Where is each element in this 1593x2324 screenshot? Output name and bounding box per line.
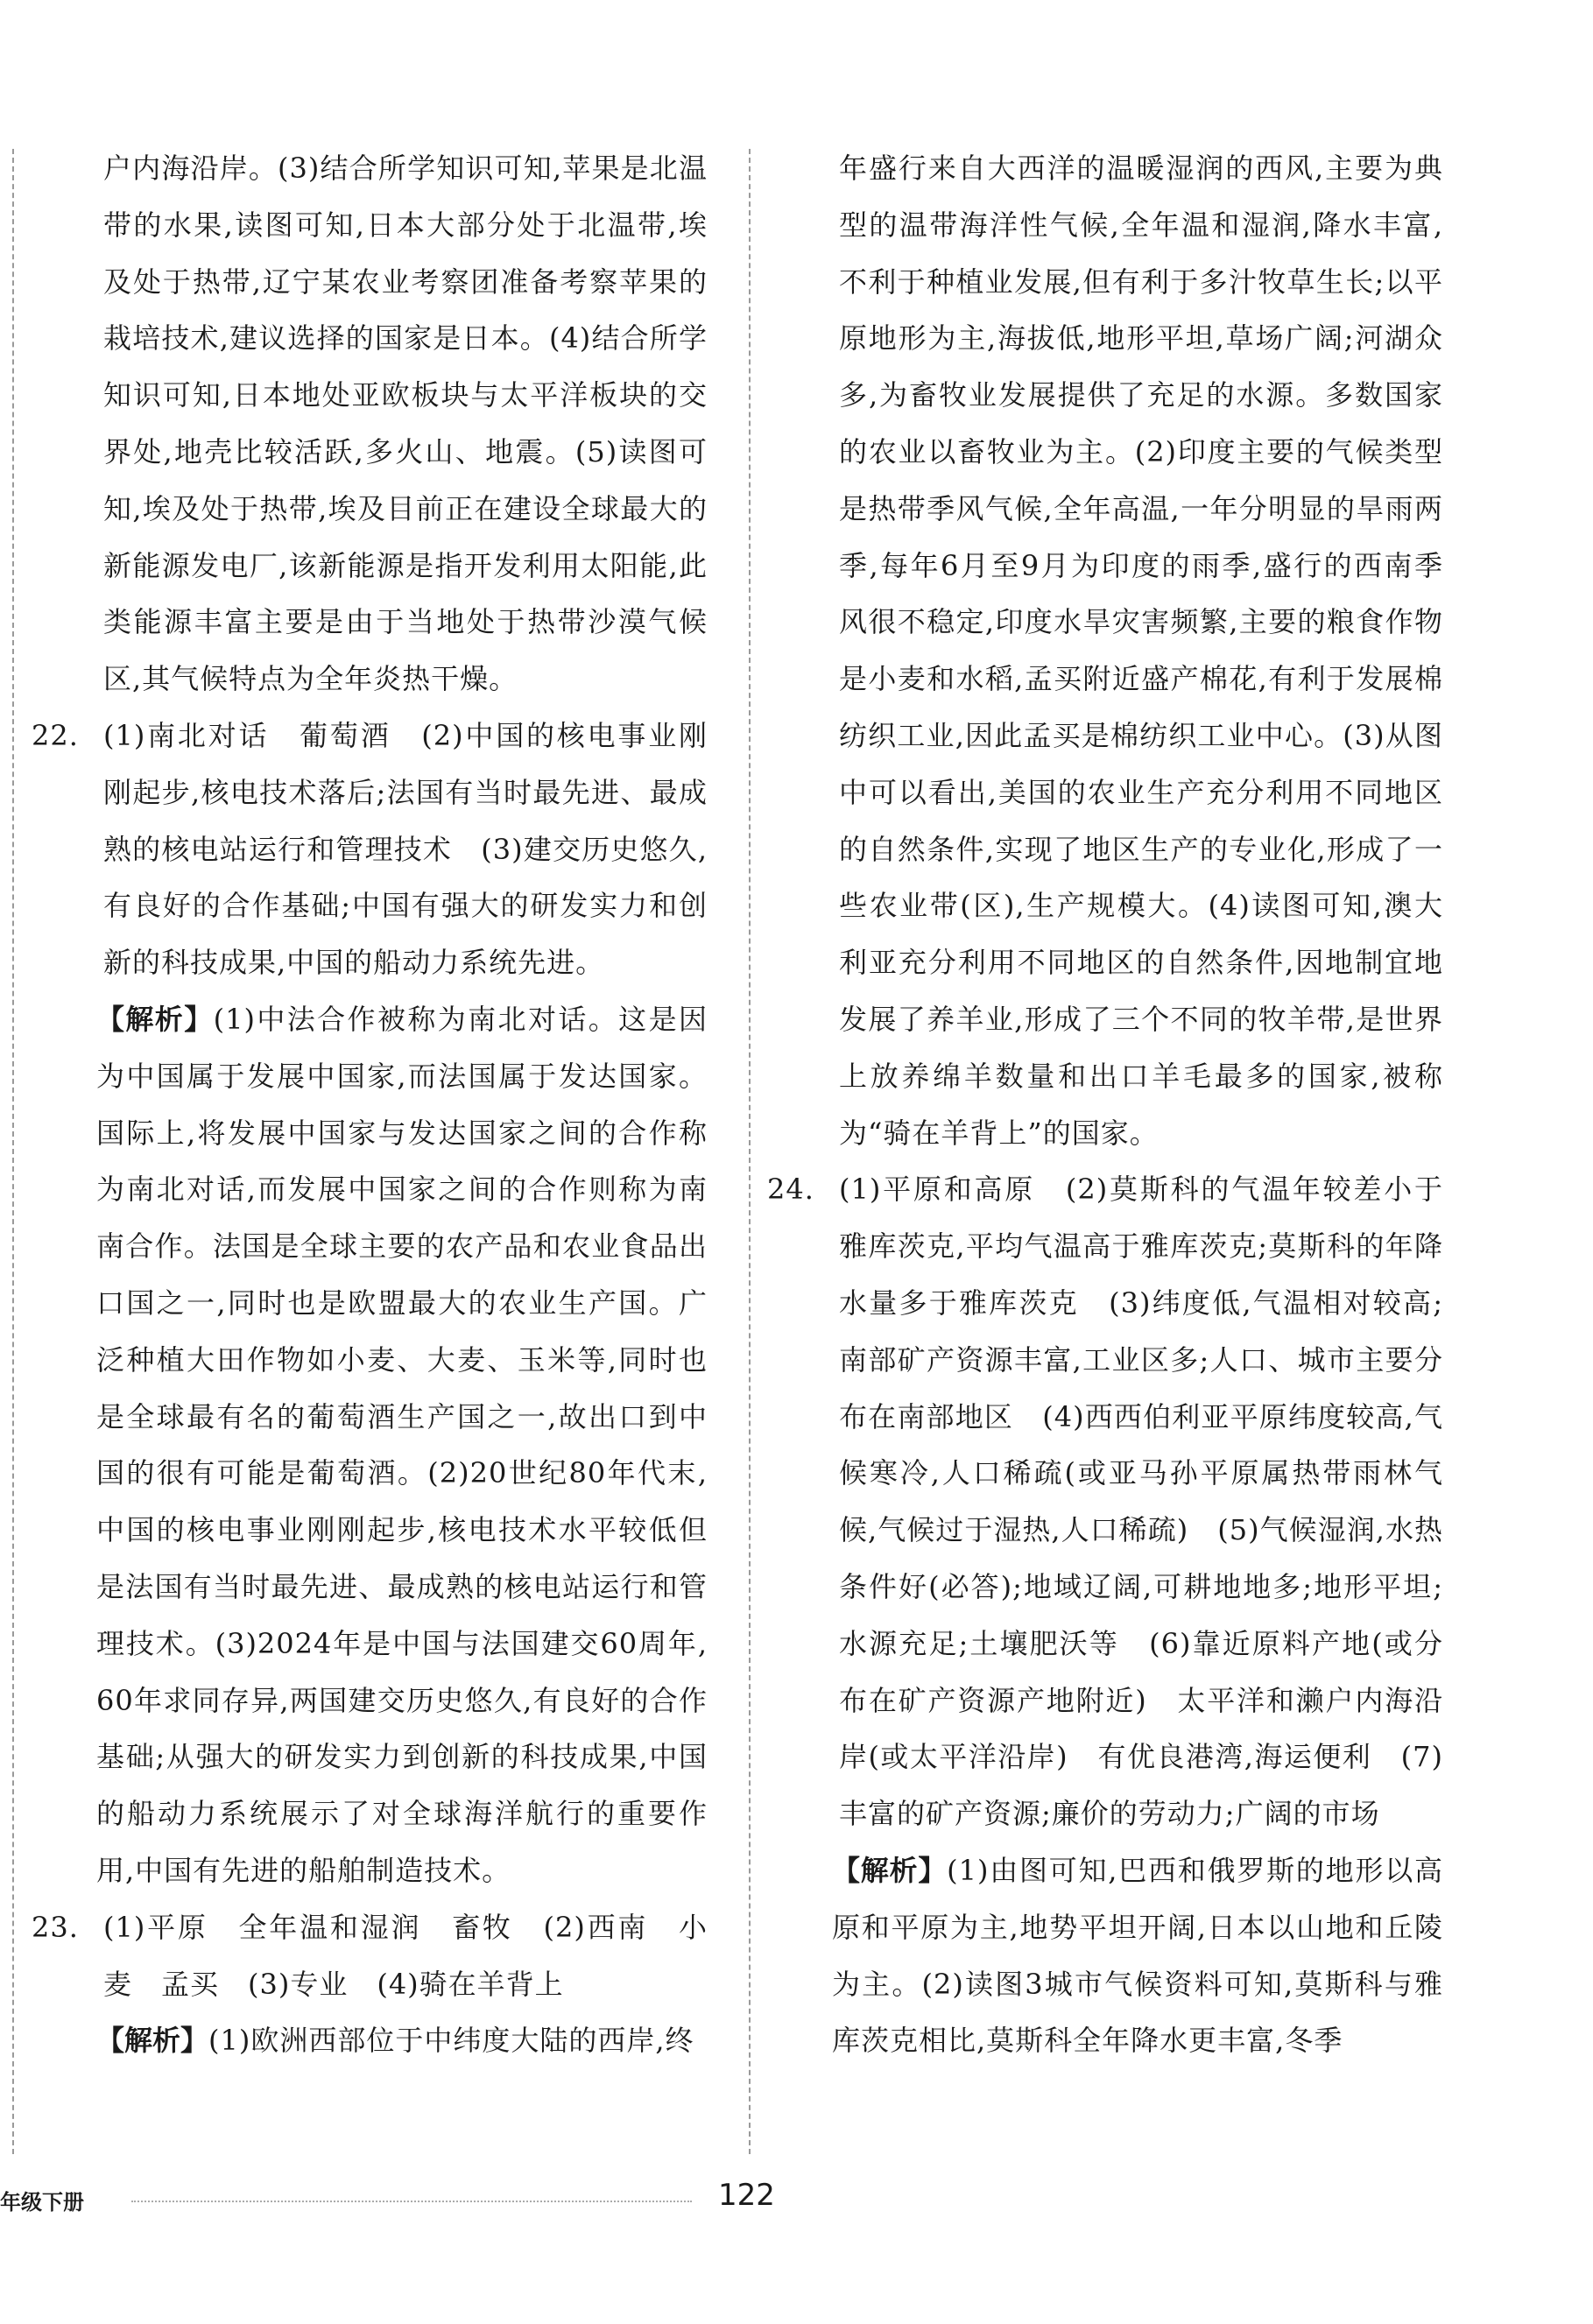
grade-label: 年级下册 [0,2190,84,2215]
analysis-text: (1)欧洲西部位于中纬度大陆的西岸,终 [208,2024,694,2058]
page-number: 122 [718,2178,775,2213]
analysis-22 [96,991,708,1899]
continuation-text: 年盛行来自大西洋的温暖湿润的西风,主要为典型的温带海洋性气候,全年温和湿润,降水丰富,不利于种植业发展,但有利于多汁牧草生长;以平原地形为主,海拔低,地形平坦,草场广阔;河湖众多,为畜牧业发展提供了充足的水源。多数国家的农业以畜牧业为主。(2)印度主要的气候类型是热带季风气候,全年高温,一年分明显的旱雨两季,每年6月至9月为印度的雨季,盛行的西南季风很不稳定,印度水旱灾害频繁,主要的粮食作物是小麦和水稻,孟买附近盛产棉花,有利于发展棉纺织工业,因此孟买是棉纺织工业中心。(3)从图中可以看出,美国的农业生产充分利用不同地区的自然条件,实现了地区生产的专业化,形成了一些农业带(区),生产规模大。(4)读图可知,澳大利亚充分利用不同地区的自然条件,因地制宜地发展了养羊业,形成了三个不同的牧羊带,是世界上放养绵羊数量和出口羊毛最多的国家,被称为“骑在羊背上”的国家。 [839,151,1443,1150]
analysis-tag: 【解析】 [96,2024,209,2058]
answer-text: (1)南北对话 葡萄酒 (2)中国的核电事业刚刚起步,核电技术落后;法国有当时最先进、最成熟的核电站运行和管理技术 (3)建交历史悠久,有良好的合作基础;中国有强大的研发实力和创新的科技成果,中国的船动力系统先进。 [103,718,708,980]
answer-text: (1)平原和高原 (2)莫斯科的气温年较差小于雅库茨克,平均气温高于雅库茨克;莫斯科的年降水量多于雅库茨克 (3)纬度低,气温相对较高;南部矿产资源丰富,工业区多;人口、城市主要分布在南部地区 (4)西西伯利亚平原纬度较高,气候寒冷,人口稀疏(或亚马孙平原属热带雨林气候,气候过于湿热,人口稀疏) (5)气候湿润,水热条件好(必答);地域辽阔,可耕地地多;地形平坦;水源充足;土壤肥沃等 (6)靠近原料产地(或分布在矿产资源产地附近) 太平洋和濑户内海沿岸(或太平洋沿岸) 有优良港湾,海运便利 (7)丰富的矿产资源;廉价的劳动力;广阔的市场 [839,1173,1443,1831]
column-divider [749,149,751,2154]
answer-text: (1)平原 全年温和湿润 畜牧 (2)西南 小麦 孟买 (3)专业 (4)骑在羊背上 [103,1910,708,2001]
question-24 [767,1161,1443,1842]
continuation-text: 户内海沿岸。(3)结合所学知识可知,苹果是北温带的水果,读图可知,日本大部分处于北温带,埃及处于热带,辽宁某农业考察团准备考察苹果的栽培技术,建议选择的国家是日本。(4)结合所学知识可知,日本地处亚欧板块与太平洋板块的交界处,地壳比较活跃,多火山、地震。(5)读图可知,埃及处于热带,埃及目前正在建设全球最大的新能源发电厂,该新能源是指开发利用太阳能,此类能源丰富主要是由于当地处于热带沙漠气候区,其气候特点为全年炎热干燥。 [103,151,708,696]
question-22 [32,708,708,991]
question-number: 24. [767,1173,814,1207]
question-number: 23. [32,1910,79,1944]
footer-dotted-rule [131,2201,692,2202]
analysis-23 [96,2012,708,2069]
analysis-text: (1)由图可知,巴西和俄罗斯的地形以高原和平原为主,地势平坦开阔,日本以山地和丘陵为主。(2)读图3城市气候资料可知,莫斯科与雅库茨克相比,莫斯科全年降水更丰富,冬季 [832,1853,1443,2058]
question-23 [32,1899,708,2013]
analysis-tag: 【解析】 [96,1002,214,1036]
analysis-24 [832,1842,1443,2069]
page-footer [0,2178,1593,2229]
question-number: 22. [32,718,79,752]
right-column [767,140,1443,2069]
analysis-text: (1)中法合作被称为南北对话。这是因为中国属于发展中国家,而法国属于发达国家。国际上,将发展中国家与发达国家之间的合作称为南北对话,而发展中国家之间的合作则称为南南合作。法国是全球主要的农产品和农业食品出口国之一,同时也是欧盟最大的农业生产国。广泛种植大田作物如小麦、大麦、玉米等,同时也是全球最有名的葡萄酒生产国之一,故出口到中国的很有可能是葡萄酒。(2)20世纪80年代末,中国的核电事业刚刚起步,核电技术水平较低但是法国有当时最先进、最成熟的核电站运行和管理技术。(3)2024年是中国与法国建交60周年,60年求同存异,两国建交历史悠久,有良好的合作基础;从强大的研发实力到创新的科技成果,中国的船动力系统展示了对全球海洋航行的重要作用,中国有先进的船舶制造技术。 [96,1002,708,1887]
analysis-tag: 【解析】 [832,1853,948,1887]
binding-line-left [12,149,14,2154]
left-column [32,140,708,2069]
